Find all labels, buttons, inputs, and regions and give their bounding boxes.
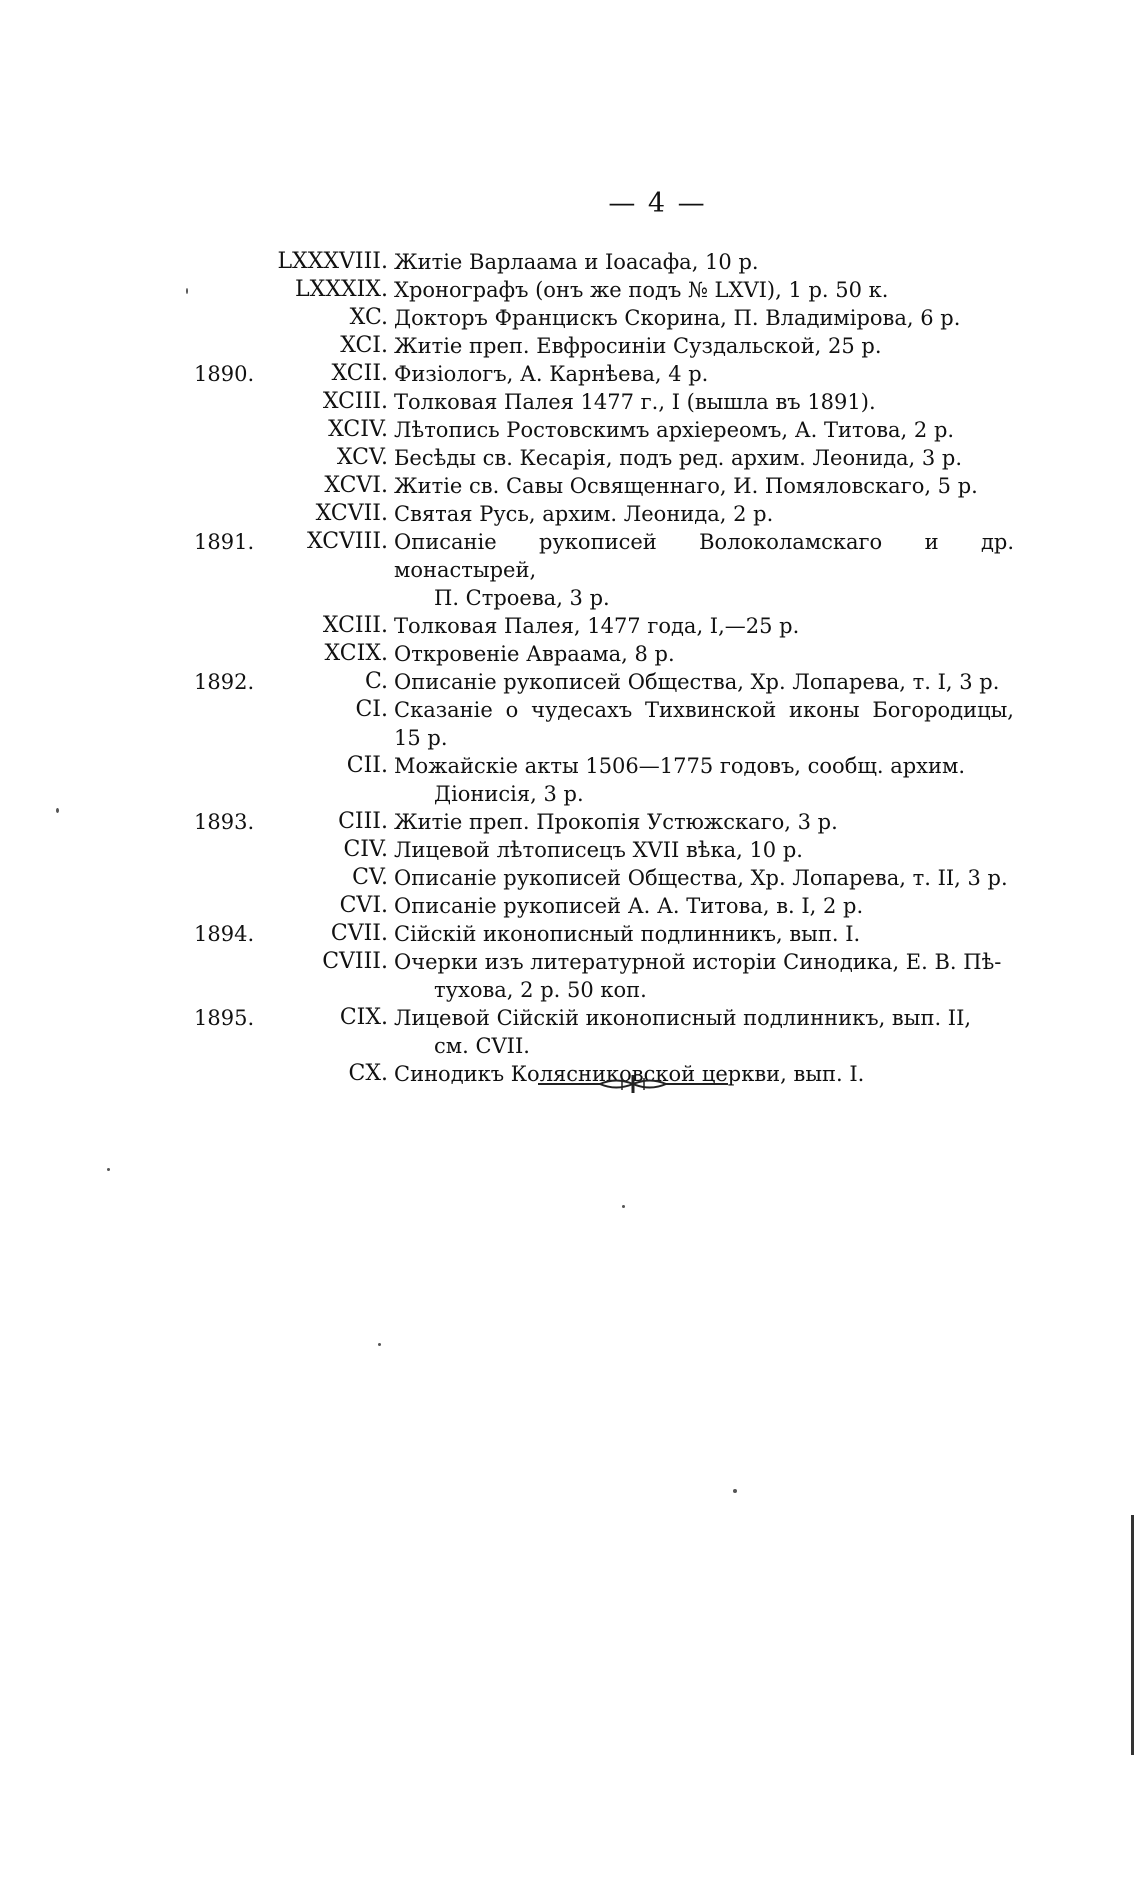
entry-number: CIV.: [343, 837, 388, 862]
entry-number: XCII.: [331, 361, 388, 386]
print-speck: [56, 808, 59, 813]
entry-number: LXXXVIII.: [277, 249, 388, 274]
entry-number: XCVIII.: [306, 529, 388, 554]
entry-title-text: Откровеніе Авраама, 8 р.: [394, 642, 675, 666]
entry-title: [394, 472, 1014, 500]
entry-title-text: Житіе св. Савы Освященнаго, И. Помяловскаго, 5 р.: [394, 474, 978, 498]
publication-entry: [0, 752, 1140, 808]
entry-title-text: Сказаніе о чудесахъ Тихвинской иконы Богородицы, 15 р.: [394, 698, 1014, 750]
entry-number: XCIV.: [328, 417, 388, 442]
entry-title-continuation: П. Строева, 3 р.: [434, 586, 610, 610]
publication-entry: [0, 640, 1140, 668]
entry-title-text: Докторъ Францискъ Скорина, П. Владимірова, 6 р.: [394, 306, 961, 330]
entry-number: XCV.: [336, 445, 388, 470]
entry-title: [394, 668, 1014, 696]
entry-number: XCVII.: [315, 501, 388, 526]
entry-title: [394, 388, 1014, 416]
entry-number: LXXXIX.: [295, 277, 388, 302]
entry-number: CVIII.: [322, 949, 388, 974]
entry-title-text: Житіе преп. Прокопія Устюжскаго, 3 р.: [394, 810, 838, 834]
print-speck: [622, 1205, 625, 1208]
entry-title: [394, 892, 1014, 920]
publication-entry: [0, 304, 1140, 332]
print-speck: [186, 288, 188, 294]
entry-title-text: Лицевой лѣтописецъ XVII вѣка, 10 р.: [394, 838, 803, 862]
entry-title-text: Лицевой Сійскій иконописный подлинникъ, вып. II,: [394, 1006, 972, 1030]
entry-title: [394, 696, 1014, 752]
entry-title: [394, 248, 1014, 276]
entry-title: [394, 528, 1014, 612]
entry-title-text: Святая Русь, архим. Леонида, 2 р.: [394, 502, 774, 526]
entry-number: XCVI.: [324, 473, 388, 498]
entry-title-text: Житіе Варлаама и Іоасафа, 10 р.: [394, 250, 759, 274]
entry-title: [394, 360, 1014, 388]
entry-title-text: Описаніе рукописей Общества, Хр. Лопарева, т. I, 3 р.: [394, 670, 1000, 694]
entry-title: [394, 864, 1014, 892]
entry-title-text: Толковая Палея 1477 г., I (вышла въ 1891).: [394, 390, 876, 414]
entry-title: [394, 332, 1014, 360]
entry-title-text: Очерки изъ литературной исторіи Синодика, Е. В. Пѣ-: [394, 950, 1002, 974]
print-speck: [107, 1168, 110, 1171]
entry-title-text: Описаніе рукописей Общества, Хр. Лопарева, т. II, 3 р.: [394, 866, 1008, 890]
entry-title: [394, 752, 1014, 808]
publication-entry: [0, 276, 1140, 304]
entry-title-text: Бесѣды св. Кесарія, подъ ред. архим. Леонида, 3 р.: [394, 446, 963, 470]
entry-number: XCIII.: [322, 389, 388, 414]
scan-edge-mark: [1131, 1515, 1134, 1755]
entry-number: CII.: [346, 753, 388, 778]
entry-title-text: Описаніе рукописей Волоколамскаго и др. монастырей,: [394, 530, 1014, 582]
publication-entry: [0, 668, 1140, 696]
entry-title: [394, 444, 1014, 472]
publication-entry: [0, 836, 1140, 864]
entry-title-text: Толковая Палея, 1477 года, I,—25 р.: [394, 614, 800, 638]
publication-entry: [0, 920, 1140, 948]
entry-title: [394, 416, 1014, 444]
publication-entry: [0, 500, 1140, 528]
entry-title-continuation: Діонисія, 3 р.: [434, 782, 584, 806]
page-number: — 4 —: [608, 188, 707, 219]
entry-number: XCIII.: [322, 613, 388, 638]
publication-entry: [0, 388, 1140, 416]
ornament-divider: [538, 1072, 728, 1096]
entry-number: CIX.: [339, 1005, 388, 1030]
entry-title: [394, 836, 1014, 864]
entry-title: [394, 500, 1014, 528]
publication-entry: [0, 528, 1140, 612]
entry-number: XCIX.: [324, 641, 388, 666]
entry-title: [394, 808, 1014, 836]
entry-year: 1893.: [194, 810, 255, 834]
entry-title-text: Сійскій иконописный подлинникъ, вып. I.: [394, 922, 861, 946]
publication-entry: [0, 864, 1140, 892]
entry-title: [394, 948, 1014, 1004]
entry-number: CVI.: [339, 893, 388, 918]
entry-number: CIII.: [338, 809, 388, 834]
entry-number: XCI.: [340, 333, 388, 358]
publication-entry: [0, 332, 1140, 360]
publication-entry: [0, 696, 1140, 752]
entry-year: 1895.: [194, 1006, 255, 1030]
entry-title-text: Хронографъ (онъ же подъ № LXVI), 1 р. 50 к.: [394, 278, 889, 302]
entry-number: CVII.: [330, 921, 388, 946]
entry-title-continuation: тухова, 2 р. 50 коп.: [434, 978, 647, 1002]
publication-entry: [0, 1004, 1140, 1060]
entry-number: CX.: [348, 1061, 388, 1086]
entry-number: C.: [364, 669, 388, 694]
entry-title-continuation: см. CVII.: [434, 1034, 530, 1058]
publication-entry: [0, 444, 1140, 472]
entry-title-text: Синодикъ Колясниковской церкви, вып. I.: [394, 1062, 865, 1086]
publication-entry: [0, 892, 1140, 920]
entry-title-text: Описаніе рукописей А. А. Титова, в. I, 2 р.: [394, 894, 864, 918]
entry-year: 1890.: [194, 362, 255, 386]
entry-title: [394, 612, 1014, 640]
publication-entry: [0, 248, 1140, 276]
publication-entry: [0, 416, 1140, 444]
entry-year: 1892.: [194, 670, 255, 694]
entry-title-text: Можайскіе акты 1506—1775 годовъ, сообщ. архим.: [394, 754, 966, 778]
entry-title-text: Лѣтопись Ростовскимъ архіереомъ, А. Титова, 2 р.: [394, 418, 955, 442]
entry-title: [394, 640, 1014, 668]
entry-title: [394, 1004, 1014, 1060]
entry-number: CI.: [355, 697, 388, 722]
entry-title: [394, 920, 1014, 948]
entry-title-text: Физіологъ, А. Карнѣева, 4 р.: [394, 362, 709, 386]
publication-entry: [0, 472, 1140, 500]
entry-number: XC.: [349, 305, 388, 330]
publication-entry: [0, 360, 1140, 388]
entry-number: CV.: [352, 865, 388, 890]
publication-entry: [0, 948, 1140, 1004]
publication-entry: [0, 612, 1140, 640]
entry-year: 1894.: [194, 922, 255, 946]
publication-entry: [0, 808, 1140, 836]
publication-list: [0, 248, 1140, 1088]
entry-year: 1891.: [194, 530, 255, 554]
entry-title: [394, 276, 1014, 304]
print-speck: [378, 1343, 381, 1346]
entry-title-text: Житіе преп. Евфросиніи Суздальской, 25 р.: [394, 334, 882, 358]
entry-title: [394, 304, 1014, 332]
print-speck: [733, 1489, 737, 1493]
